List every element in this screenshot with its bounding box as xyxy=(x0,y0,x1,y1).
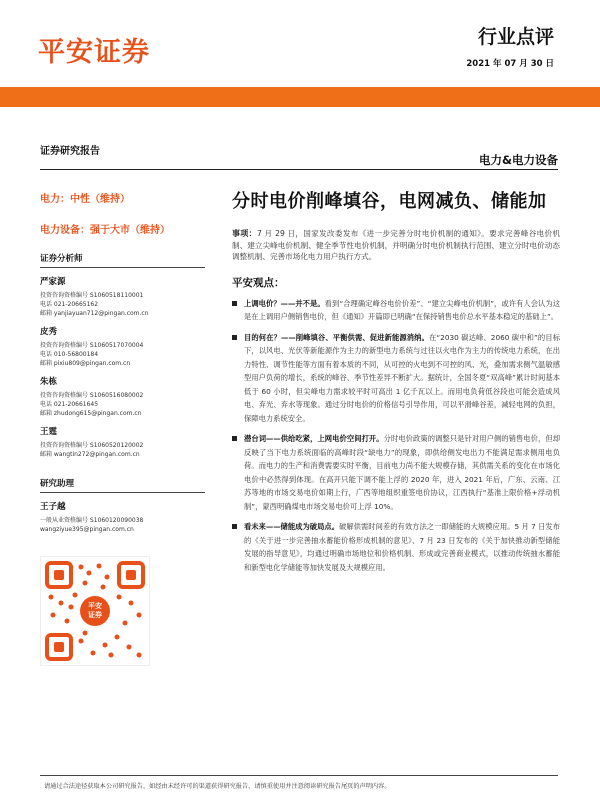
sidebar xyxy=(40,190,205,666)
analyst-cert: 投资咨询资格编号 S1060516080002 xyxy=(40,392,144,399)
bullet-text: 看到“合理确定峰谷电价价差”、“建立尖峰电价机制”，或许有人会认为这是在上调用户侧销售电价，但《通知》开篇即已明确“在保持销售电价总水平基本稳定的基础上”。 xyxy=(244,298,561,321)
event-text: 7 月 29 日，国家发改委发布《进一步完善分时电价机制的通知》。要求完善峰谷电价机制、建立尖峰电价机制、健全季节性电价机制，并明确分时电价机制执行范围、建立分时电价动态调整机制、完善市场化电力用户执行方式。 xyxy=(232,229,561,261)
analysts-heading: 证券分析师 xyxy=(40,252,205,268)
view-heading: 平安观点： xyxy=(232,276,285,289)
event-label: 事项： xyxy=(232,229,257,238)
analyst-card xyxy=(40,375,205,418)
analyst-email: 邮箱 yanjiayuan712@pingan.com.cn xyxy=(40,310,149,317)
main-content xyxy=(232,187,560,574)
analyst-card xyxy=(40,425,205,459)
bullet-text: 分时电价政策的调整只是针对用户侧的销售电价，但却反映了当下电力系统面临的高峰时段“缺电力”的现象，即供给侧发电出力不能满足需求侧用电负荷。而电力的生产和消费需要实时平衡，目前电力尚不能大规模存储，其供需关系的变化在市场化电价中必然得到体现。在高开只能下调不能上浮的 2020 年，进入 2021 年后，广东、云南、江苏等地的市场交易电价如期上行，广西等地组织重签电价协议，江西执行“基准上限价格+浮动机制”，蒙西明确煤电市场交易电价可上浮 10%。 xyxy=(244,434,561,511)
header-band xyxy=(0,87,600,107)
assistant-email: wangziyue395@pingan.com.cn xyxy=(40,526,134,533)
analyst-phone: 电话 021-20661645 xyxy=(40,401,99,408)
bullet-item xyxy=(232,432,560,513)
assistant-card xyxy=(40,500,205,534)
report-date: 2021 年 07 月 30 日 xyxy=(466,59,554,69)
qr-center-logo xyxy=(77,593,113,629)
bullet-item xyxy=(232,331,560,426)
bullet-marker xyxy=(232,524,237,529)
report-title: 分时电价削峰填谷，电网减负、储能加 xyxy=(232,191,547,212)
bullet-item xyxy=(232,520,560,574)
analyst-cert: 投资咨询资格编号 S1060517070004 xyxy=(40,342,144,349)
bullet-text: 在“2030 碳达峰、2060 碳中和”的目标下，以风电、光伏等新能源作为主力的新型电力系统与过往以火电作为主力的传统电力系统，在出力特性、调节性能等方面有着本质的不同，从可控的火电到不可控的风、光，叠加需求侧气温敏感型用户负荷的增长，系统的峰谷、季节性差异不断扩大。据统计，全国冬夏“双高峰”累计时间基本低于 60 小时，但尖峰电力需求较平时可高出 1 亿千瓦以上。而用电负荷低谷段也可能会造成风电、弃光、弃水等现象。通过分时电价的价格信号引导作用，可以平滑峰谷差，减轻电网的负担，保障电力系统安全。 xyxy=(244,332,560,423)
analyst-phone: 电话 021-20665162 xyxy=(40,301,99,308)
footer-disclaimer: 请通过合法途径获取本公司研究报告，如经由未经许可的渠道获得研究报告，请慎重使用并注意阅读研究报告尾页的声明内容。 xyxy=(44,783,391,790)
analyst-email: 邮箱 pixiu809@pingan.com.cn xyxy=(40,360,131,367)
analyst-email: 邮箱 wangtin272@pingan.com.cn xyxy=(40,451,140,458)
bullet-heading: 潜台词——供给吃紧，上网电价空间打开。 xyxy=(244,434,384,443)
bullet-heading: 看未来——储能成为破局点。 xyxy=(244,522,340,531)
company-logo: 平安证券 xyxy=(38,37,150,68)
bullet-marker xyxy=(232,335,237,340)
analyst-email: 邮箱 zhudong615@pingan.com.cn xyxy=(40,410,142,417)
analyst-name: 严家源 xyxy=(40,277,66,287)
assistant-cert: 一般从业资格编号 S1060120090038 xyxy=(40,517,144,524)
assistant-heading: 研究助理 xyxy=(40,477,205,493)
analyst-phone: 电话 010-56800184 xyxy=(40,351,99,358)
doc-classification: 证券研究报告 xyxy=(40,146,100,157)
analyst-cert: 投资咨询资格编号 S1060518110001 xyxy=(40,292,144,299)
bullet-text: 破解供需时间差的有效方法之一即储能的大规模应用。5 月 7 日发布的《关于进一步完善抽水蓄能价格形成机制的意见》、7 月 23 日发布的《关于加快推动新型储能发展的指导意见》，均通过明确市场地位和价格机制、形成或完善商业模式，以推动传统抽水蓄能和新型电化学储能等加快发展及大规模应用。 xyxy=(244,522,560,572)
rating-power-equipment: 电力设备：强于大市（维持） xyxy=(40,225,170,236)
analyst-name: 王霆 xyxy=(40,427,58,437)
analyst-name: 朱栋 xyxy=(40,377,58,387)
bullet-heading: 上调电价？——并不是。 xyxy=(244,298,325,308)
analyst-card xyxy=(40,275,205,318)
analyst-name: 皮秀 xyxy=(40,327,58,337)
bullet-heading: 目的何在？——削峰填谷、平衡供需、促进新能源消纳。 xyxy=(244,332,429,342)
bullet-item xyxy=(232,297,560,324)
bullet-marker xyxy=(232,301,237,306)
footer-divider xyxy=(40,775,558,776)
assistant-name: 王子越 xyxy=(40,502,66,512)
industry-label: 电力&电力设备 xyxy=(478,153,558,167)
event-paragraph xyxy=(232,228,560,263)
report-type: 行业点评 xyxy=(477,26,554,48)
divider xyxy=(40,169,558,170)
analyst-cert: 投资咨询资格编号 S1060520120002 xyxy=(40,442,144,449)
qr-logo-text: 平安 证券 xyxy=(80,596,110,626)
bullet-marker xyxy=(232,436,237,441)
qr-code[interactable] xyxy=(40,556,150,666)
analyst-card xyxy=(40,325,205,368)
rating-power: 电力：中性（维持） xyxy=(40,194,130,205)
